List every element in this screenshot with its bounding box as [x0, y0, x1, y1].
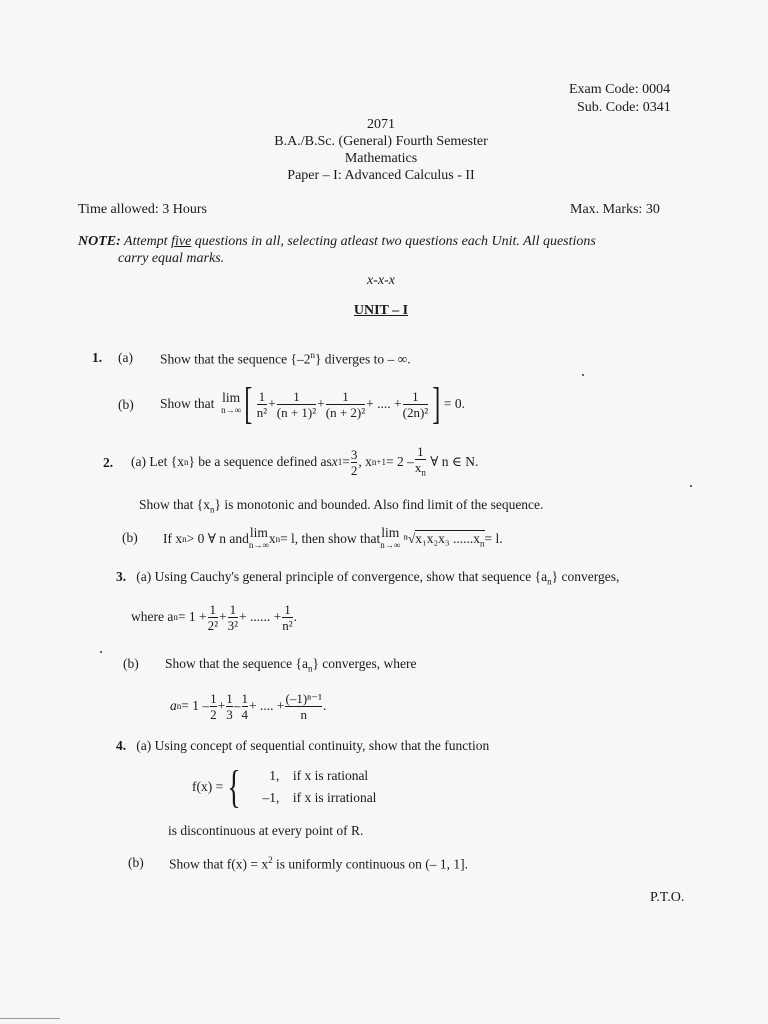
den: 3² [227, 617, 239, 633]
q1b-label: (b) [118, 397, 134, 412]
lim-sub: n→∞ [248, 540, 269, 550]
q2b-end: = l. [484, 531, 503, 546]
q3b-text-body: Show that the sequence {a [165, 656, 308, 671]
q1b-frac-3 [326, 389, 365, 420]
den: (2n)² [402, 404, 429, 420]
q3a-frac-n [282, 602, 292, 633]
q2b-expression: If x n > 0 ∀ n and lim n→∞ x n = l, then show that lim n→∞ ⁿ√ x₁x₂x₃ $......x_n$ = l. [163, 525, 503, 550]
lim-text: lim [222, 390, 241, 405]
num: 1 [258, 388, 266, 404]
q2a-rec-2: = 2 – [385, 454, 414, 469]
case-2-val: –1, [262, 790, 280, 805]
q1b-expression: Show that lim n→∞ [ $\frac{1}{\text{n²}}$ + $\frac{1}{\text{(n + 1)²}}$ + $\frac{1}{\text{(n + 2)²}}$ + .... + $\frac{1}{\text{(2n)²}}$ ] = 0. [160, 379, 465, 428]
exam-year: 2071 [367, 117, 395, 132]
num: 1 [293, 388, 300, 404]
q3a-expression: where a n = 1 + $\frac{1}{\text{2²}}$ + $\frac{1}{\text{3²}}$ + ...... + $\frac{1}{\text{n²}}$ . [131, 601, 298, 633]
eq: = [342, 454, 350, 469]
unit-title: UNIT – I [353, 303, 409, 318]
left-bracket: [ [244, 379, 253, 428]
scan-speck [690, 485, 692, 487]
q2a-text: Let {x [149, 454, 184, 469]
q1a-sup: n [310, 350, 315, 360]
q1b-end: = 0. [443, 396, 465, 411]
q1-num: 1. [92, 350, 103, 365]
q4b-text-body: Show that f(x) = x [169, 856, 269, 872]
q2b-limit-2 [380, 526, 400, 552]
q1a-label [118, 350, 133, 366]
den: $x_n$ [415, 459, 426, 481]
radicand: x₁x₂x₃ $......x_n$ [415, 530, 485, 549]
q3b-dots: + .... + [249, 698, 285, 713]
separator: x-x-x [367, 273, 395, 288]
q2-num: 2. [103, 455, 114, 470]
case-1-cond: if x is rational [292, 768, 369, 783]
q3b-frac-last [285, 691, 322, 722]
den: n [285, 706, 322, 722]
unit-heading [0, 303, 762, 319]
q2a-frac-x1 [351, 447, 358, 478]
q2b-text-4: = l, then show that [280, 531, 381, 546]
den: 3 [226, 706, 233, 722]
scan-speck [100, 651, 102, 653]
case-1-val: 1, [269, 768, 280, 783]
q1b-frac-2 [277, 389, 316, 420]
q4a-fx: f(x) = [192, 779, 224, 794]
q1b-limit [221, 391, 241, 417]
q4b-label: (b) [128, 855, 144, 870]
q3-num: 3. [116, 569, 127, 584]
q3a-text: (a) Using Cauchy's general principle of convergence, show that sequence {a [136, 569, 548, 584]
x1: x [331, 454, 338, 469]
den: n² [256, 404, 268, 420]
q2-number [103, 455, 113, 471]
q4b-text: Show that $f(x) = x^2$ is uniformly continuous on (– 1, 1]. [169, 855, 468, 872]
q3b-frac-2 [210, 691, 217, 722]
q3b-label: (b) [123, 656, 139, 671]
q2a-label: (a) [131, 454, 146, 469]
time-allowed: Time allowed: 3 Hours [78, 202, 207, 217]
num: 1 [226, 690, 233, 706]
q4-line-1 [116, 738, 489, 754]
root-sign: ⁿ√ [403, 531, 416, 546]
lim-sub: n→∞ [221, 405, 242, 415]
subject-title: Mathematics [344, 151, 418, 166]
note-line-1 [78, 233, 596, 250]
den: 2² [207, 617, 218, 633]
q3-line-1: 3. (a) Using Cauchy's general principle of convergence, show that sequence $\{a_n\}$ converges, [116, 569, 620, 587]
q4a-text: (a) Using concept of sequential continuity, show that the function [136, 738, 490, 753]
q3a-eq: = 1 + [177, 609, 207, 624]
q2b-label: (b) [122, 530, 138, 545]
note-five: five [171, 234, 192, 249]
q1a-text [160, 350, 411, 368]
note-line-2: carry equal marks. [118, 251, 225, 266]
q2a-frac-xn [415, 444, 426, 481]
q1-number [92, 350, 102, 366]
den-x: x [414, 459, 422, 475]
note-text-2: questions in all, selecting atleast two questions each Unit. All questions [191, 234, 596, 249]
pto-footer: P.T.O. [650, 890, 685, 905]
max-marks: Max. Marks: 30 [570, 202, 660, 217]
q2b-text-3: x [268, 531, 276, 546]
den: 2 [350, 462, 358, 478]
q2a-line2-tail: } is monotonic and bounded. Also find limit of the sequence. [214, 497, 544, 512]
q3b-text: Show that the sequence $\{a_n\}$ converges, where [165, 656, 417, 674]
lim-sub: n→∞ [380, 540, 401, 550]
den: (n + 2)² [325, 404, 366, 420]
scan-speck [582, 374, 584, 376]
q3b-frac-4 [242, 691, 249, 722]
q2b-text: If x [163, 531, 183, 546]
num: 1 [417, 443, 424, 459]
num: 1 [210, 690, 217, 706]
lim-text: lim [249, 525, 268, 540]
num: (–1)ⁿ⁻¹ [285, 690, 322, 706]
product: x₁x₂x₃ ......x [415, 530, 481, 546]
q1b-text: Show that [160, 396, 215, 411]
paper-title: Paper – I: Advanced Calculus - II [287, 168, 475, 183]
q2a-rec: , x [358, 454, 372, 469]
case-2-cond: if x is irrational [292, 790, 377, 805]
q4a-piecewise [192, 762, 376, 812]
q2a-line2-text: Show that {x [139, 497, 210, 512]
case-irrational [245, 787, 376, 809]
q1a-text-body: Show that the sequence {–2 [160, 351, 311, 367]
course-title: B.A./B.Sc. (General) Fourth Semester [274, 134, 488, 149]
den: 2 [210, 706, 217, 722]
lim-text: lim [381, 525, 400, 540]
right-bracket: ] [432, 379, 441, 428]
scan-edge [0, 1018, 60, 1019]
q2a-text-2: } be a sequence defined as [188, 454, 332, 469]
sub-code: Sub. Code: 0341 [577, 100, 671, 115]
den: n² [282, 617, 293, 633]
num: 1 [412, 388, 419, 404]
q3a-dots: + ...... + [239, 609, 282, 624]
num: 1 [284, 601, 291, 617]
q3a-frac-1 [208, 602, 218, 633]
q3b-frac-3 [226, 691, 233, 722]
q4a-line-3: is discontinuous at every point of R. [168, 823, 364, 838]
q2b-limit-1 [249, 526, 269, 552]
q1b-frac-4 [403, 389, 429, 420]
q2a-line-2: Show that $\{x_n\}$ is monotonic and bounded. Also find limit of the sequence. [139, 497, 544, 515]
q4-num: 4. [116, 738, 127, 753]
note-label: NOTE: [78, 234, 121, 249]
case-rational [245, 765, 376, 787]
den: (n + 1)² [276, 404, 317, 420]
q1a-label-text: (a) [118, 350, 133, 365]
note-text: Attempt [124, 234, 172, 249]
a-n: a [170, 698, 177, 713]
q1b-dots: + .... + [366, 396, 402, 411]
q1b-frac-1 [257, 389, 267, 420]
q2b-text-2: > 0 ∀ n and [186, 531, 249, 546]
q3a-text-2: } converges, [551, 569, 620, 584]
q4a-cases [245, 765, 376, 809]
q3a-where: where a [131, 609, 174, 624]
q3b-text-tail: } converges, where [312, 656, 417, 671]
den: 4 [241, 706, 248, 722]
num: 1 [342, 388, 349, 404]
q3a-frac-2 [228, 602, 238, 633]
num: 1 [229, 601, 237, 617]
exam-code: Exam Code: 0004 [569, 82, 671, 97]
left-brace: { [227, 761, 241, 812]
num: 3 [350, 446, 358, 462]
q1a-tail: } diverges to – ∞. [314, 351, 411, 367]
q2a-forall: ∀ n ∈ N. [430, 454, 479, 469]
num: 1 [209, 601, 217, 617]
q4b-text-tail: is uniformly continuous on (– 1, 1]. [272, 856, 468, 872]
num: 1 [241, 690, 248, 706]
q3b-eq: = 1 – [181, 698, 210, 713]
q3b-expression: a n = 1 – $\frac{1}{2}$ + $\frac{1}{3}$ – $\frac{1}{4}$ + .... + $\frac{\text{(–1)ⁿ⁻¹}}{n}$ . [170, 690, 327, 722]
q2a-expression: (a) Let {x n } be a sequence defined as x 1 = $\frac{3}{2}$ , x n+1 = 2 – $\frac{1}{x_n}$ ∀ n ∈ N. [131, 440, 478, 484]
